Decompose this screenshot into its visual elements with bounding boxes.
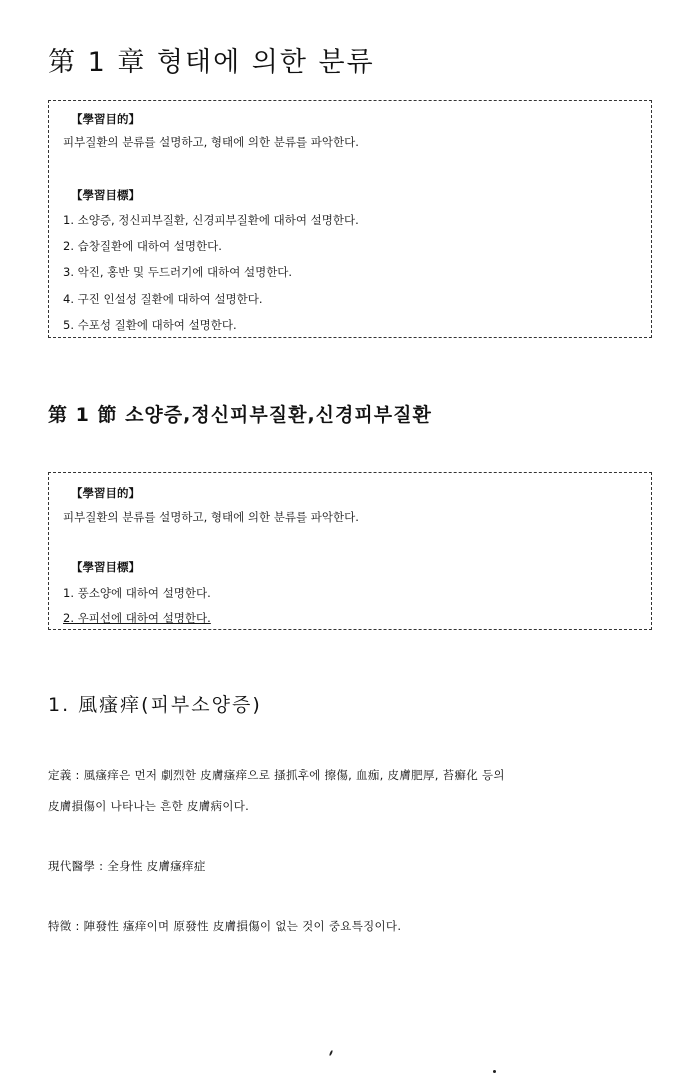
definition-line: 皮膚損傷이 나타나는 흔한 皮膚病이다. xyxy=(48,799,250,813)
goal-item: 1. 소양증, 정신피부질환, 신경피부질환에 대하여 설명한다. xyxy=(63,213,359,227)
modern-medicine-line: 現代醫學 : 全身性 皮膚瘙痒症 xyxy=(48,859,206,873)
objectives-text: 피부질환의 분류를 설명하고, 형태에 의한 분류를 파악한다. xyxy=(63,135,359,149)
features-line: 特徵 : 陣發性 瘙痒이며 原發性 皮膚損傷이 없는 것이 중요특징이다. xyxy=(48,919,402,933)
goals-label: 【學習目標】 xyxy=(71,188,140,202)
goal-item: 4. 구진 인설성 질환에 대하여 설명한다. xyxy=(63,292,263,306)
goal-item: 2. 우피선에 대하여 설명한다. xyxy=(63,611,211,625)
objectives-text: 피부질환의 분류를 설명하고, 형태에 의한 분류를 파악한다. xyxy=(63,510,359,524)
chapter-title: 第 1 章 형태에 의한 분류 xyxy=(48,47,375,78)
goals-label: 【學習目標】 xyxy=(71,560,140,574)
chapter-objectives-box xyxy=(48,100,652,338)
definition-line: 定義 : 風瘙痒은 먼저 劇烈한 皮膚瘙痒으로 搔抓후에 擦傷, 血痂, 皮膚肥厚, 苔癬化 등의 xyxy=(48,768,505,782)
goal-item: 2. 습창질환에 대하여 설명한다. xyxy=(63,239,222,253)
goal-item: 1. 풍소양에 대하여 설명한다. xyxy=(63,586,211,600)
scan-speck xyxy=(493,1070,496,1073)
scan-speck xyxy=(329,1050,333,1056)
objectives-label: 【學習目的】 xyxy=(71,112,140,126)
goal-item: 3. 악진, 홍반 및 두드러기에 대하여 설명한다. xyxy=(63,265,293,279)
section-objectives-box xyxy=(48,472,652,630)
topic-title: 1. 風瘙痒(피부소양증) xyxy=(48,694,262,716)
section-title: 第 1 節 소양증,정신피부질환,신경피부질환 xyxy=(48,404,432,426)
objectives-label: 【學習目的】 xyxy=(71,486,140,500)
goal-item: 5. 수포성 질환에 대하여 설명한다. xyxy=(63,318,237,332)
